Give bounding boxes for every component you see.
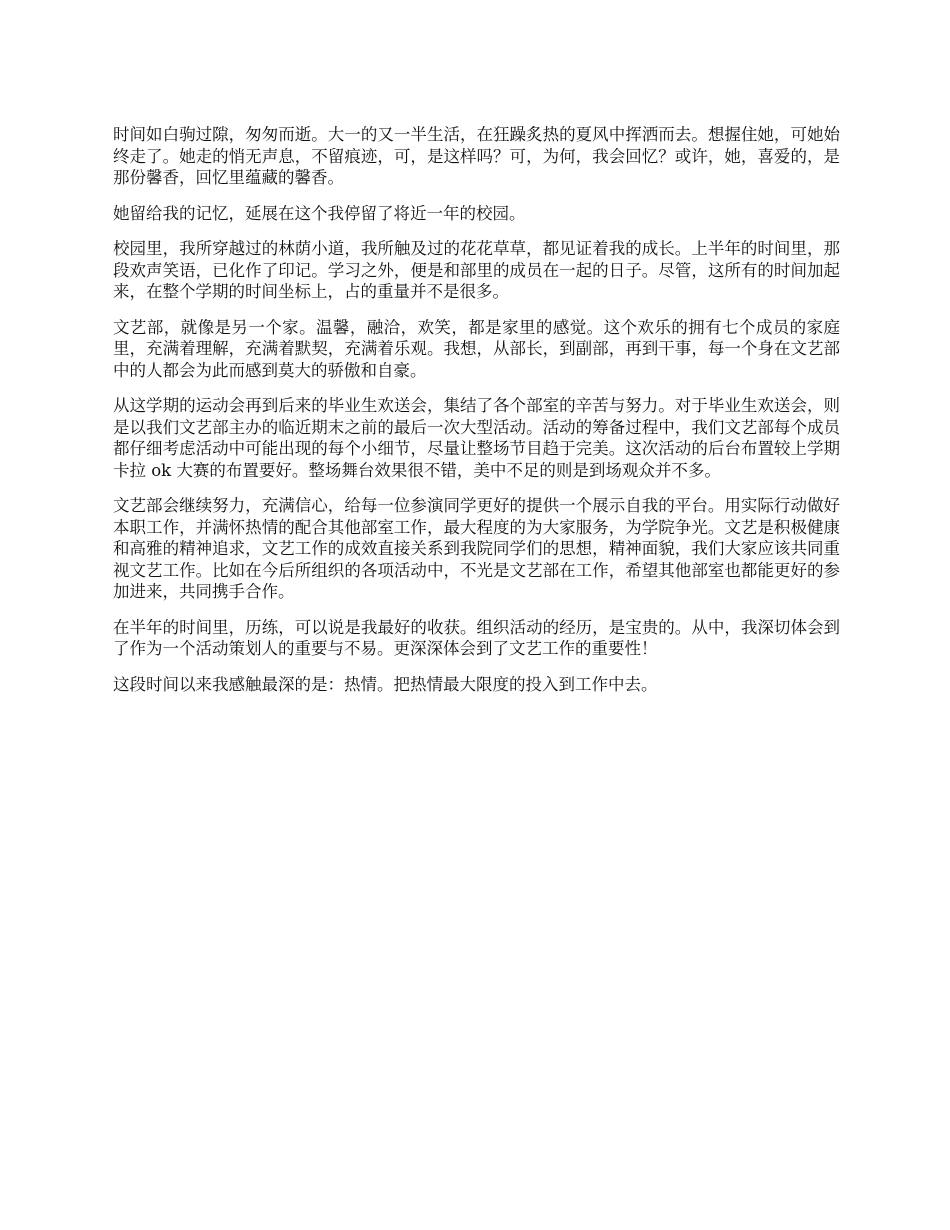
paragraph-8: 这段时间以来我感触最深的是：热情。把热情最大限度的投入到工作中去。 [113, 674, 658, 694]
paragraph-4: 文艺部，就像是另一个家。温馨，融洽，欢笑，都是家里的感觉。这个欢乐的拥有七个成员的家庭里，充满着理解，充满着默契，充满着乐观。我想，从部长，到副部，再到干事，每一个身在文艺部中的人都会为此而感到莫大的骄傲和自豪。 [113, 317, 840, 380]
paragraph-2: 她留给我的记忆，延展在这个我停留了将近一年的校园。 [113, 203, 526, 223]
paragraph-7: 在半年的时间里，历练，可以说是我最好的收获。组织活动的经历，是宝贵的。从中，我深切体会到了作为一个活动策划人的重要与不易。更深深体会到了文艺工作的重要性！ [113, 617, 840, 658]
paragraph-1: 时间如白驹过隙，匆匆而逝。大一的又一半生活，在狂躁炙热的夏风中挥洒而去。想握住她，可她始终走了。她走的悄无声息，不留痕迹，可，是这样吗？可，为何，我会回忆？或许，她，喜爱的，是那份馨香，回忆里蕴藏的馨香。 [113, 125, 840, 187]
paragraph-5: 从这学期的运动会再到后来的毕业生欢送会，集结了各个部室的辛苦与努力。对于毕业生欢送会，则是以我们文艺部主办的临近期末之前的最后一次大型活动。活动的筹备过程中，我们文艺部每个成员都仔细考虑活动中可能出现的每个小细节，尽量让整场节目趋于完美。这次活动的后台布置较上学期卡拉 ok 大赛的布置要好。整场舞台效果很不错，美中不足的则是到场观众并不多。 [113, 396, 840, 480]
paragraph-3: 校园里，我所穿越过的林荫小道，我所触及过的花花草草，都见证着我的成长。上半年的时间里，那段欢声笑语，已化作了印记。学习之外，便是和部里的成员在一起的日子。尽管，这所有的时间加起来，在整个学期的时间坐标上，占的重量并不是很多。 [113, 239, 840, 301]
paragraph-6: 文艺部会继续努力，充满信心，给每一位参演同学更好的提供一个展示自我的平台。用实际行动做好本职工作，并满怀热情的配合其他部室工作，最大程度的为大家服务，为学院争光。文艺是积极健康和高雅的精神追求，文艺工作的成效直接关系到我院同学们的思想，精神面貌，我们大家应该共同重视文艺工作。比如在今后所组织的各项活动中，不光是文艺部在工作，希望其他部室也都能更好的参加进来，共同携手合作。 [113, 496, 840, 601]
document-body [113, 124, 840, 709]
